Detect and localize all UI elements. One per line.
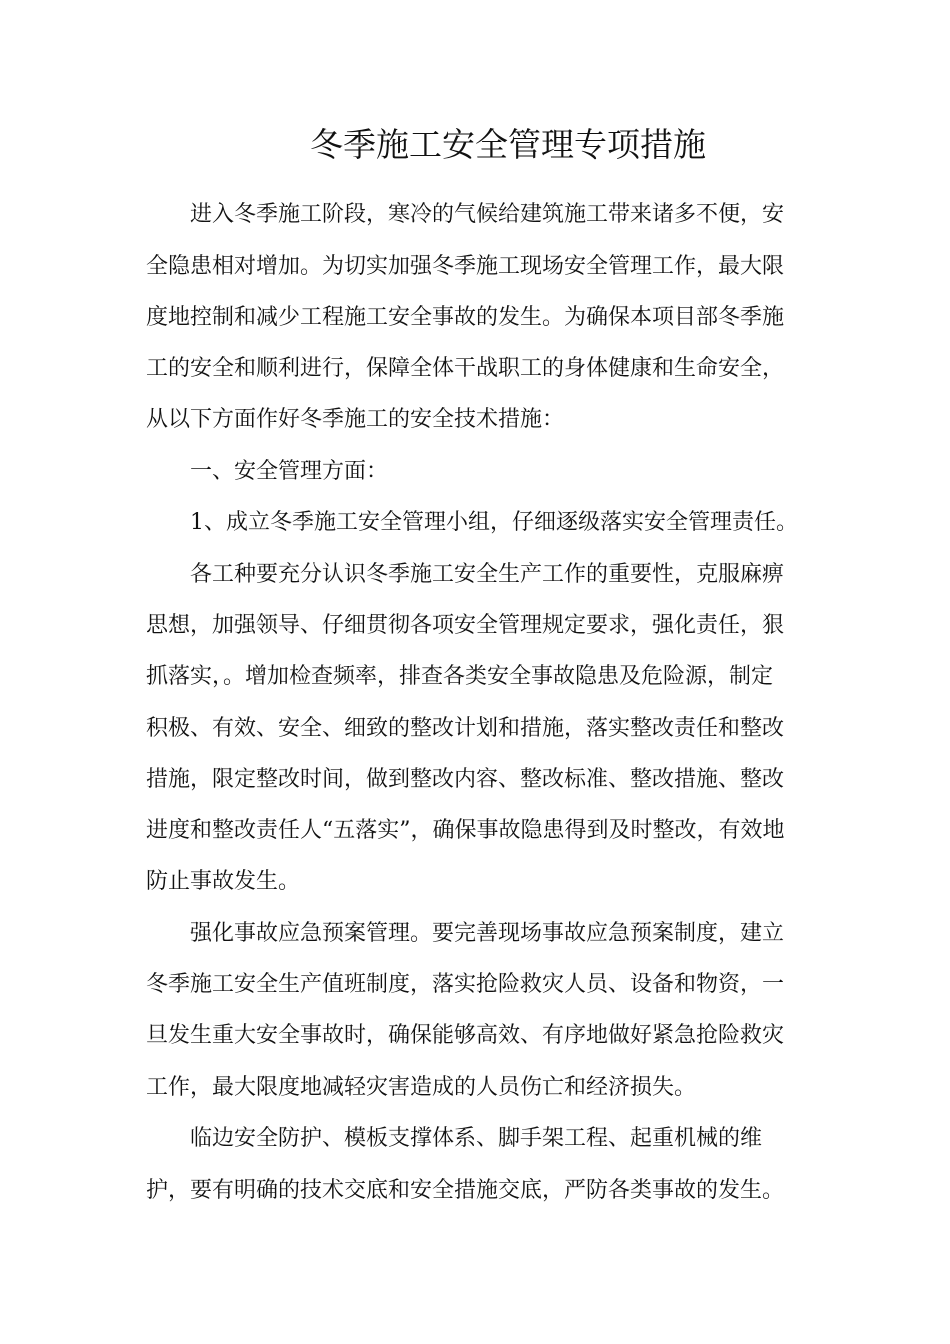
paragraph-5-line-3: 旦发生重大安全事故时，确保能够高效、有序地做好紧急抢险救灾 <box>146 1023 785 1048</box>
section-heading: 一、安全管理方面： <box>190 459 389 484</box>
paragraph-1-line-1: 进入冬季施工阶段，寒冷的气候给建筑施工带来诸多不便，安 <box>190 202 785 227</box>
paragraph-4-line-7: 防止事故发生。 <box>146 869 301 894</box>
paragraph-1-line-2: 全隐患相对增加。为切实加强冬季施工现场安全管理工作，最大限 <box>146 254 785 279</box>
paragraph-1-line-4: 工的安全和顺利进行，保障全体干战职工的身体健康和生命安全， <box>146 356 785 381</box>
paragraph-1-line-3: 度地控制和减少工程施工安全事故的发生。为确保本项目部冬季施 <box>146 305 785 330</box>
paragraph-5-line-4: 工作，最大限度地减轻灾害造成的人员伤亡和经济损失。 <box>146 1075 697 1100</box>
paragraph-5-line-1: 强化事故应急预案管理。要完善现场事故应急预案制度，建立 <box>190 921 785 946</box>
paragraph-4-line-3: 抓落实，。增加检查频率，排查各类安全事故隐患及危险源，制定 <box>146 664 774 689</box>
paragraph-6-line-2: 护，要有明确的技术交底和安全措施交底，严防各类事故的发生。 <box>146 1178 785 1203</box>
paragraph-4-line-6: 进度和整改责任人“五落实”，确保事故隐患得到及时整改，有效地 <box>146 818 785 843</box>
paragraph-6-line-1: 临边安全防护、模板支撑体系、脚手架工程、起重机械的维 <box>190 1126 763 1151</box>
paragraph-4-line-4: 积极、有效、安全、细致的整改计划和措施，落实整改责任和整改 <box>146 716 785 741</box>
item-1-line-1: 1、成立冬季施工安全管理小组，仔细逐级落实安全管理责任。 <box>190 510 798 535</box>
document-title: 冬季施工安全管理专项措施 <box>310 125 706 164</box>
paragraph-5-line-2: 冬季施工安全生产值班制度，落实抢险救灾人员、设备和物资，一 <box>146 972 785 997</box>
paragraph-4-line-5: 措施，限定整改时间，做到整改内容、整改标准、整改措施、整改 <box>146 767 785 792</box>
paragraph-4-line-1: 各工种要充分认识冬季施工安全生产工作的重要性，克服麻痹 <box>190 562 785 587</box>
paragraph-1-line-5: 从以下方面作好冬季施工的安全技术措施： <box>146 407 565 432</box>
paragraph-4-line-2: 思想，加强领导、仔细贯彻各项安全管理规定要求，强化责任，狠 <box>146 613 785 638</box>
